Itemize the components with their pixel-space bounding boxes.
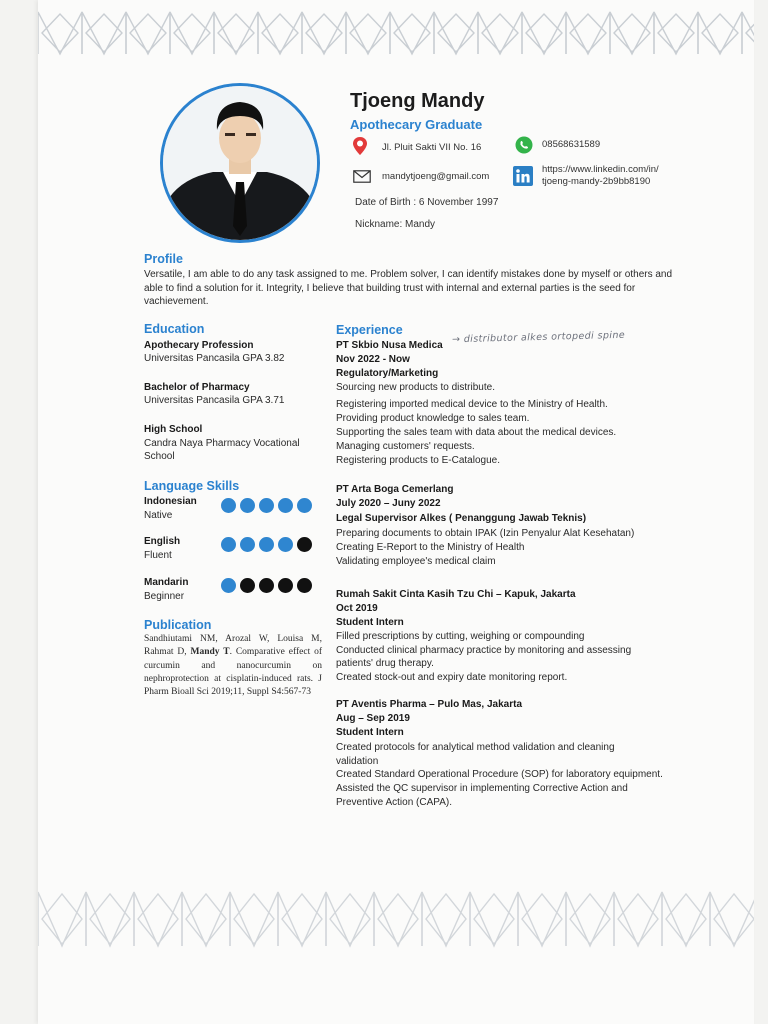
job-duty: Validating employee's medical claim [336, 556, 496, 567]
rating-dot [278, 578, 293, 593]
language-rating-dots [221, 498, 312, 513]
publication-details: . Comparative effect of curcumin and nanocurcumin on nephroprotection at cisplatin-induced rats. J Pharm Bioall Sci 2019;11, Suppl S4:567-73 [144, 647, 322, 698]
address-text: Jl. Pluit Sakti VII No. 16 [382, 142, 482, 153]
job-role: Regulatory/Marketing [336, 368, 439, 379]
language-rating-dots [221, 537, 312, 552]
email-envelope-icon [353, 170, 371, 183]
experience-heading: Experience [336, 323, 403, 337]
job-duty: Supporting the sales team with data about the medical devices. [336, 427, 617, 438]
linkedin-url-line2[interactable]: tjoeng-mandy-2b9bb8190 [542, 176, 651, 187]
education-school: Universitas Pancasila GPA 3.71 [144, 395, 285, 406]
job-duty: Created stock-out and expiry date monitoring report. [336, 672, 568, 683]
education-school: Universitas Pancasila GPA 3.82 [144, 353, 285, 364]
job-duty: validation [336, 756, 379, 767]
rating-dot [259, 537, 274, 552]
education-degree: Apothecary Profession [144, 340, 254, 351]
job-duty: Registering imported medical device to the Ministry of Health. [336, 399, 608, 410]
rating-dot [297, 537, 312, 552]
job-duty: Conducted clinical pharmacy practice by monitoring and assessing [336, 645, 632, 656]
job-duty: patients' drug therapy. [336, 658, 434, 669]
profile-text: Versatile, I am able to do any task assigned to me. Problem solver, I can identify mistakes done by myself or others and able to find a solution for it. Integrity, I believe that building trust with internal and external parties is the seed for vachievement. [144, 269, 673, 307]
job-duty: Registering products to E-Catalogue. [336, 455, 500, 466]
job-company: PT Skbio Nusa Medica [336, 340, 443, 351]
whatsapp-icon [515, 136, 533, 154]
rating-dot [297, 578, 312, 593]
handwritten-note: → distributor alkes ortopedi spine [451, 329, 626, 346]
job-duty: Preventive Action (CAPA). [336, 797, 452, 808]
linkedin-icon [513, 166, 533, 186]
profile-photo [160, 83, 320, 243]
language-level: Native [144, 510, 173, 521]
job-duty: Preparing documents to obtain IPAK (Izin Penyalur Alat Kesehatan) [336, 528, 635, 539]
job-duty: Creating E-Report to the Ministry of Health [336, 542, 525, 553]
language-name: English [144, 536, 181, 547]
linkedin-url-line1[interactable]: https://www.linkedin.com/in/ [542, 164, 659, 175]
publication-citation [144, 633, 322, 699]
rating-dot [240, 537, 255, 552]
rating-dot [221, 578, 236, 593]
phone-text: 08568631589 [542, 139, 601, 150]
rating-dot [221, 537, 236, 552]
rating-dot [278, 537, 293, 552]
job-title: Apothecary Graduate [350, 117, 483, 132]
job-duty: Providing product knowledge to sales team. [336, 413, 530, 424]
job-duty: Managing customers' requests. [336, 441, 475, 452]
education-degree: High School [144, 424, 203, 435]
job-role: Student Intern [336, 727, 404, 738]
job-duty: Filled prescriptions by cutting, weighing or compounding [336, 631, 585, 642]
education-school: Candra Naya Pharmacy Vocational [144, 438, 300, 449]
job-duty: Assisted the QC supervisor in implementing Corrective Action and [336, 783, 628, 794]
job-duty: Created protocols for analytical method validation and cleaning [336, 742, 615, 753]
email-text: mandytjoeng@gmail.com [382, 171, 490, 182]
language-rating-dots [221, 578, 312, 593]
rating-dot [259, 498, 274, 513]
date-of-birth: Date of Birth : 6 November 1997 [355, 197, 499, 208]
nickname: Nickname: Mandy [355, 219, 436, 230]
rating-dot [240, 578, 255, 593]
job-company: Rumah Sakit Cinta Kasih Tzu Chi – Kapuk, Jakarta [336, 589, 576, 600]
rating-dot [297, 498, 312, 513]
location-pin-icon [352, 136, 368, 156]
rating-dot [278, 498, 293, 513]
job-role: Student Intern [336, 617, 404, 628]
job-period: Oct 2019 [336, 603, 378, 614]
job-company: PT Arta Boga Cemerlang [336, 484, 454, 495]
publication-author-highlight: Mandy T [190, 647, 230, 658]
language-level: Fluent [144, 550, 172, 561]
decorative-pattern-top [38, 8, 754, 58]
job-period: July 2020 – Juny 2022 [336, 498, 441, 509]
publication-authors: Sandhiutami NM, Arozal W, Louisa M, Rahmat D, [144, 634, 322, 658]
decorative-pattern-bottom [38, 888, 754, 950]
job-period: Nov 2022 - Now [336, 354, 410, 365]
profile-heading: Profile [144, 252, 183, 266]
rating-dot [240, 498, 255, 513]
education-degree: Bachelor of Pharmacy [144, 382, 250, 393]
job-duty: Sourcing new products to distribute. [336, 382, 495, 393]
job-duty: Created Standard Operational Procedure (SOP) for laboratory equipment. [336, 769, 663, 780]
education-heading: Education [144, 322, 205, 336]
education-school: School [144, 451, 175, 462]
job-role: Legal Supervisor Alkes ( Penanggung Jawab Teknis) [336, 513, 587, 524]
language-name: Indonesian [144, 496, 197, 507]
rating-dot [259, 578, 274, 593]
job-company: PT Aventis Pharma – Pulo Mas, Jakarta [336, 699, 523, 710]
rating-dot [221, 498, 236, 513]
language-level: Beginner [144, 591, 185, 602]
person-name: Tjoeng Mandy [350, 90, 485, 112]
language-skills-heading: Language Skills [144, 479, 240, 493]
publication-heading: Publication [144, 618, 212, 632]
job-period: Aug – Sep 2019 [336, 713, 410, 724]
language-name: Mandarin [144, 577, 189, 588]
